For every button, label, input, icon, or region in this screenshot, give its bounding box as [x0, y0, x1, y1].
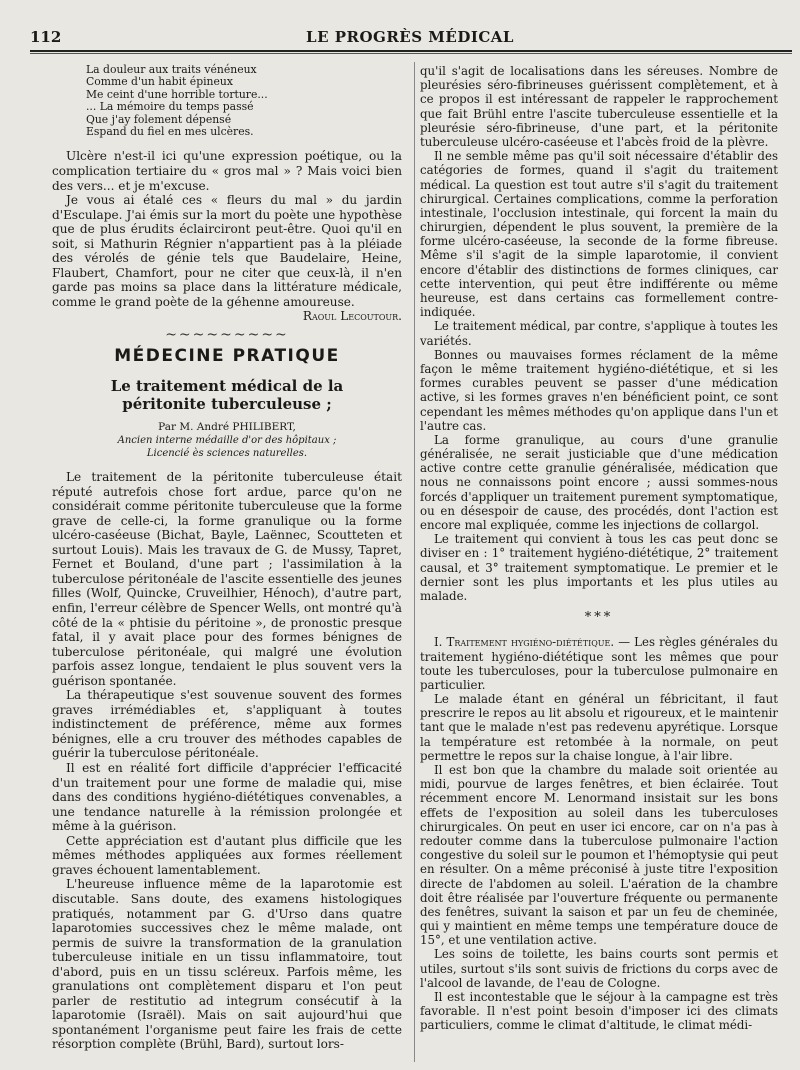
poem-line: Me ceint d'une horrible torture...	[86, 87, 268, 101]
paragraph: Le malade étant en général un fébricitant, il faut prescrire le repos au lit absolu et rigoureux, et le maintenir tant que le malade n'est pas redevenu apyrétique. Lorsque la température est retombée à la normale, on peut permettre le repos sur la chaise longue, à l'air libre.	[420, 692, 778, 763]
paragraph: Il est en réalité fort difficile d'apprécier l'efficacité d'un traitement pour une forme de maladie qui, mise dans des conditions hygiéno-diététiques convenables, a une tendance naturelle à la rémission prolongée et même à la guérison.	[52, 761, 402, 834]
ornament-divider: ~~~~~~~~~	[165, 327, 289, 343]
header-rule-thin	[30, 53, 792, 54]
poem-quote	[86, 64, 402, 138]
poem-line: Que j'ay folement dépensé	[86, 112, 232, 126]
paragraph: Je vous ai étalé ces « fleurs du mal » du jardin d'Esculape. J'ai émis sur la mort du poète une hypothèse que de plus érudits éclairciront peut-être. Quoi qu'il en soit, si Mathurin Régnier n'appartient pas à la pléiade des vérolés de génie tels que Baudelaire, Heine, Flaubert, Chamfort, pour ne citer que ceux-là, il n'en garde pas moins sa place dans la littérature médicale, comme le grand poète de la géhenne amoureuse.	[52, 193, 402, 309]
paragraph: Le traitement médical, par contre, s'applique à toutes les variétés.	[420, 319, 778, 348]
paragraph: Cette appréciation est d'autant plus difficile que les mêmes méthodes appliquées aux formes réellement graves échouent lamentablement.	[52, 833, 402, 877]
section-title: MÉDECINE PRATIQUE	[114, 345, 340, 366]
poem-line: Comme d'un habit épineux	[86, 75, 233, 89]
paragraph: Bonnes ou mauvaises formes réclament de la même façon le même traitement hygiéno-diététique, et si les formes curables peuvent se passer d'une médication active, si les formes graves n'en bénéficient point, ce sont cependant les mêmes méthodes qu'on applique dans l'un et l'autre cas.	[420, 347, 778, 433]
paragraph: Il est incontestable que le séjour à la campagne est très favorable. Il n'est point besoin d'imposer ici des climats particuliers, comme le climat d'altitude, le climat médi-	[420, 990, 778, 1033]
paragraph: Ulcère n'est-il ici qu'une expression poétique, ou la complication tertiaire du « gros mal » ? Mais voici bien des vers... et je m'excuse.	[52, 149, 402, 193]
subsection-heading: I. Traitement hygiéno-diététique.	[434, 635, 615, 650]
author-signature: Raoul Lecoutour.	[302, 309, 402, 324]
page-header	[30, 28, 790, 50]
poem-line: La douleur aux traits vénéneux	[86, 63, 257, 76]
article-title: Le traitement médical de la péritonite tuberculeuse ;	[110, 377, 344, 414]
right-column	[420, 64, 778, 1033]
article-author: Par M. André PHILIBERT,	[158, 421, 296, 434]
paragraph: Le traitement qui convient à tous les cas peut donc se diviser en : 1° traitement hygiéno-diététique, 2° traitement causal, et 3° traitement symptomatique. Le premier et le dernier sont les plus importants et les plus utiles au malade.	[420, 532, 778, 603]
poem-line: ... La mémoire du temps passé	[86, 100, 254, 114]
paragraph: La forme granulique, au cours d'une granulie généralisée, ne serait justiciable que d'une médication active contre cette granulie généralisée, médication que nous ne connaissons point encore ; aussi sommes-nous forcés d'appliquer un traitement purement symptomatique, ou en désespoir de cause, des procédés, dont l'action est encore mal expliquée, comme les injections de collargol.	[420, 432, 778, 532]
paragraph-text: — Les règles générales du traitement hygiéno-diététique sont les mêmes que pour toute les tuberculoses, pour la tuberculose pulmonaire en particulier.	[420, 635, 778, 692]
page-number: 112	[30, 28, 62, 46]
paragraph: Il ne semble même pas qu'il soit nécessaire d'établir des catégories de formes, quand il s'agit du traitement médical. La question est tout autre s'il s'agit du traitement chirurgical. Certaines complications, comme la perforation intestinale, l'occlusion intestinale, qui forcent la main du chirurgien, dépendent le plus souvent, la première de la forme ulcéro-caséeuse, la seconde de la forme fibreuse. Même s'il s'agit de la simple laparotomie, il convient encore d'établir des distinctions de formes cliniques, car cette intervention, qui peut être indifférente ou même heureuse, est dans certains cas formellement contre-indiquée.	[420, 149, 778, 320]
journal-title: LE PROGRÈS MÉDICAL	[306, 28, 514, 46]
author-credential: Ancien interne médaille d'or des hôpitaux ;	[117, 435, 337, 447]
author-credential: Licencié ès sciences naturelles.	[146, 447, 308, 459]
poem-line: Espand du fiel en mes ulcères.	[86, 125, 254, 139]
paragraph: Il est bon que la chambre du malade soit orientée au midi, pourvue de larges fenêtres, et bien éclairée. Tout récemment encore M. Lenormand insistait sur les bons effets de l'exposition au soleil dans les tuberculoses chirurgicales. On peut en user ici encore, car on n'a pas à redouter comme dans la tuberculose pulmonaire l'action congestive du soleil sur le poumon et l'hémoptysie qui peut en résulter. On a même préconisé à juste titre l'exposition directe de l'abdomen au soleil. L'aération de la chambre doit être réalisée par l'ouverture fréquente ou permanente des fenêtres, suivant la saison et par un feu de cheminée, qui y maintient en même temps une température douce de 15°, et une ventilation active.	[420, 763, 778, 948]
paragraph: Les soins de toilette, les bains courts sont permis et utiles, surtout s'ils sont suivis de frictions du corps avec de l'alcool de lavande, de l'eau de Cologne.	[420, 947, 778, 990]
header-rule	[30, 50, 792, 52]
paragraph: Le traitement de la péritonite tuberculeuse était réputé autrefois chose fort ardue, parce qu'on ne considérait comme péritonite tuberculeuse que la forme grave de celle-ci, la forme granulique ou la forme ulcéro-caséeuse (Bichat, Bayle, Laënnec, Scoutteten et surtout Louis). Mais les travaux de G. de Mussy, Tapret, Fernet et Bouland, d'une part ; l'assimilation à la tuberculose péritonéale de l'ascite essentielle des jeunes filles (Wolf, Quincke, Cruveilhier, Hénoch), d'autre part, enfin, l'erreur célèbre de Spencer Wells, ont montré qu'à côté de la « phtisie du péritoine », de pronostic presque fatal, il y avait place pour des formes bénignes de tuberculose péritonéale, qui malgré une évolution parfois assez longue, tendaient le plus souvent vers la guérison spontanée.	[52, 470, 402, 688]
paragraph	[420, 635, 778, 692]
paragraph: qu'il s'agit de localisations dans les séreuses. Nombre de pleurésies séro-fibrineuses guérissent complètement, et à ce propos il est intéressant de rappeler le rapprochement que fait Brühl entre l'ascite tuberculeuse essentielle et la pleurésie séro-fibrineuse, d'une part, et la péritonite tuberculeuse ulcéro-caséeuse et l'abcès froid de la plèvre.	[420, 64, 778, 149]
paragraph: L'heureuse influence même de la laparotomie est discutable. Sans doute, des examens histologiques pratiqués, notamment par G. d'Urso dans quatre laparotomies successives chez le même malade, ont permis de suivre la transformation de la granulation tuberculeuse initiale en un tissu inflammatoire, tout d'abord, puis en un tissu scléreux. Parfois même, les granulations ont complètement disparu et l'on peut parler de restitutio ad integrum consécutif à la laparotomie (Israël). Mais on sait aujourd'hui que spontanément l'organisme peut faire les frais de cette résorption complète (Brühl, Bard), surtout lors-	[52, 877, 402, 1052]
asterism-divider: ***	[584, 610, 614, 626]
left-column	[52, 64, 402, 1052]
column-divider	[414, 62, 415, 1062]
paragraph: La thérapeutique s'est souvenue souvent des formes graves irrémédiables et, s'appliquant à toutes indistinctement de préférence, même aux formes bénignes, elle a cru trouver des méthodes capables de guérir la tuberculose péritonéale.	[52, 688, 402, 761]
